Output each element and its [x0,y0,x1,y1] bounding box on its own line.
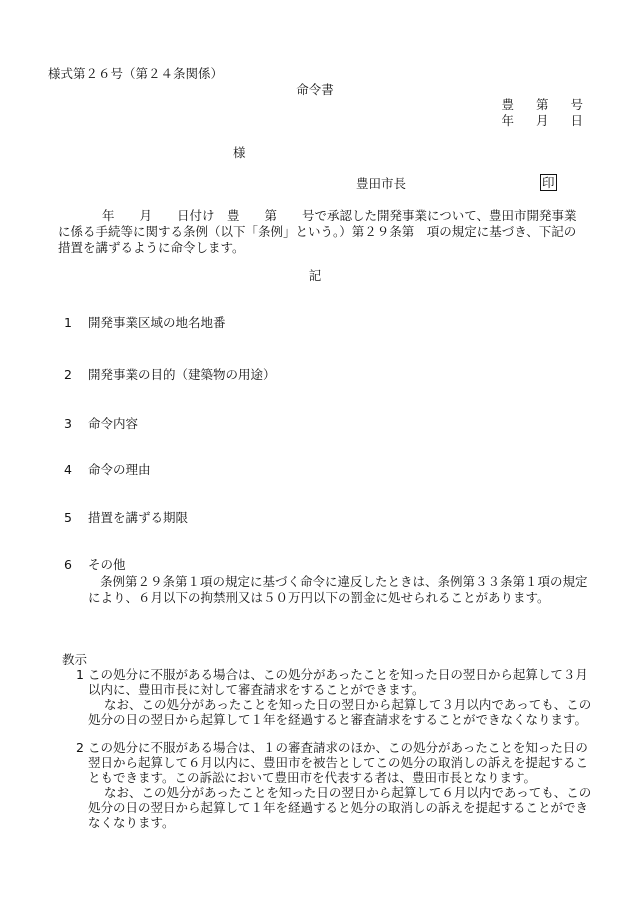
form-label: 様式第２６号（第２４条関係） [48,66,224,81]
item-number: 5 [64,510,72,525]
number-prefix: 豊 [501,97,514,112]
item-number: 2 [64,367,72,382]
item-text: その他 [88,557,126,572]
item-number: 4 [64,462,72,477]
item-text: 命令の理由 [88,462,151,477]
instruction-text: この処分に不服がある場合は、１の審査請求のほか、この処分があったことを知った日の翌日から起算して６月以内に、豊田市を被告としてこの処分の取消しの訴えを提起することもできます。この訴訟において豊田市を代表する者は、豊田市長となります。 [88,740,589,785]
date-month: 月 [535,113,549,128]
instruction-text: この処分に不服がある場合は、この処分があったことを知った日の翌日から起算して３月以内に、豊田市長に対して審査請求をすることができます。 [88,667,588,697]
item-number: 6 [64,557,72,572]
document-date-line [501,113,583,128]
document-title: 命令書 [296,82,334,97]
instruction-heading: 教示 [62,652,88,667]
item-text: 命令内容 [88,416,139,431]
date-year: 年 [501,113,514,128]
issuer-name: 豊田市長 [356,176,407,191]
seal-mark: 印 [542,175,555,190]
instruction-item [88,667,593,727]
addressee: 様 [233,145,246,160]
document-number-line [501,97,583,112]
item-number: 1 [64,315,72,330]
instruction-text: なお、この処分があったことを知った日の翌日から起算して６月以内であっても、この処分の日の翌日から起算して１年を経過すると処分の取消しの訴えを提起することができなくなります。 [88,785,592,830]
item-text: 開発事業区域の地名地番 [88,315,226,330]
instruction-number: 1 [76,667,84,682]
order-paragraph: 年 月 日付け 豊 第 号で承認した開発事業について、豊田市開発事業に係る手続等に関する条例（以下「条例」という。）第２９条第 項の規定に基づき、下記の措置を講ずるように命令します。 [58,208,577,255]
item-text: 開発事業の目的（建築物の用途） [88,367,276,382]
ki-heading: 記 [308,268,322,283]
number-dai: 第 [535,97,549,112]
instruction-text: なお、この処分があったことを知った日の翌日から起算して３月以内であっても、この処分の日の翌日から起算して１年を経過すると審査請求をすることができなくなります。 [88,697,592,727]
number-gou: 号 [570,97,583,112]
instruction-item [88,740,593,830]
date-day: 日 [570,113,583,128]
instruction-number: 2 [76,740,84,755]
penalty-note: 条例第２９条第１項の規定に基づく命令に違反したときは、条例第３３条第１項の規定により、６月以下の拘禁刑又は５０万円以下の罰金に処せられることがあります。 [88,574,588,605]
item-text: 措置を講ずる期限 [88,510,189,525]
item-number: 3 [64,416,72,431]
